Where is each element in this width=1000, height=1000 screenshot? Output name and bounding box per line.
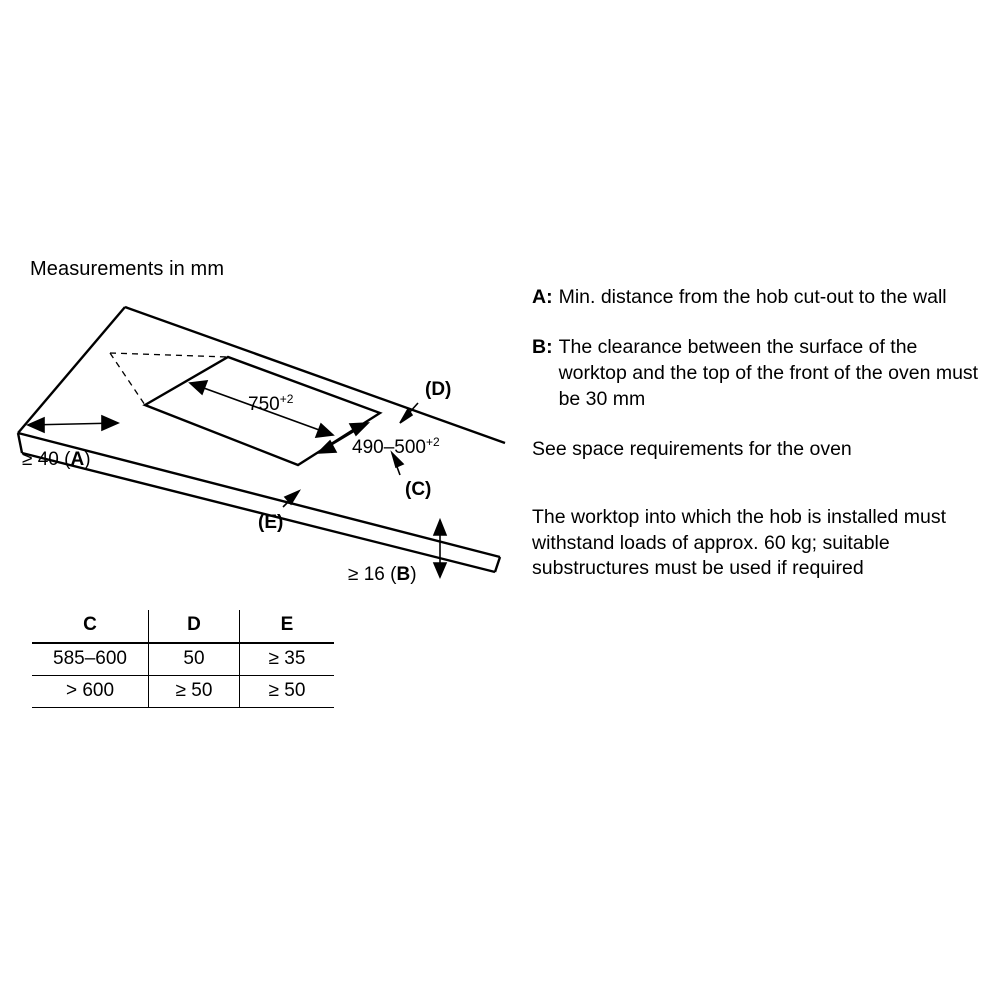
label-width-750: $750^{+2}$ — [248, 392, 294, 415]
installation-diagram — [0, 0, 520, 760]
note-b — [532, 335, 984, 413]
note-worktop-load: The worktop into which the hob is installed must withstand loads of approx. 60 kg; suitable substructures must be used if required — [532, 505, 947, 580]
note-b-text: The clearance between the surface of the worktop and the top of the front of the oven must be 30 mm — [558, 335, 979, 410]
note-a-text: Min. distance from the hob cut-out to the wall — [558, 286, 947, 308]
note-a-key: A: — [532, 286, 553, 308]
arrow-750-right — [316, 424, 333, 437]
hob-cutout-drawing — [0, 275, 520, 615]
table-cell-e: ≥ 35 — [268, 648, 306, 669]
note-oven-space-requirements: See space requirements for the oven — [532, 437, 852, 460]
label-tag-e: (E) — [258, 512, 284, 533]
dimension-table — [32, 610, 334, 708]
arrow-d — [400, 409, 412, 423]
arrow-490-top — [350, 423, 368, 435]
table-row — [32, 676, 334, 708]
table-row — [32, 643, 334, 676]
notes-column — [532, 285, 984, 606]
table-header-e: E — [280, 614, 294, 635]
worktop-right-edge-bottom — [495, 557, 500, 572]
label-tag-c: (C) — [405, 479, 432, 500]
table-header-row — [32, 610, 334, 643]
table-header-d: D — [149, 610, 240, 643]
label-dim-a: ≥ 40 (A) — [22, 449, 91, 470]
label-tag-d: (D) — [425, 379, 452, 400]
worktop-back-edge — [125, 307, 505, 443]
label-depth-490-500: $490-500^{+2}$ — [352, 435, 440, 458]
label-dim-b: ≥ 16 (B) — [348, 564, 417, 585]
table-cell-c: > 600 — [32, 676, 149, 708]
arrow-750-left — [190, 381, 207, 394]
table-cell-d: ≥ 50 — [149, 676, 240, 708]
worktop-left-edge-top — [18, 307, 125, 433]
table-header-c: C — [32, 610, 149, 643]
arrow-b-top — [434, 520, 446, 535]
arrow-a-right — [102, 416, 118, 430]
table-cell-c: 585–600 — [32, 643, 149, 676]
note-b-key: B: — [532, 335, 553, 358]
dashed-guide-top — [110, 353, 228, 357]
table-cell-d: 50 — [149, 643, 240, 676]
arrow-b-bottom — [434, 563, 446, 577]
measurements-title: Measurements in mm — [30, 258, 225, 280]
table-cell-e: ≥ 50 — [268, 680, 306, 701]
dashed-guide-left — [110, 353, 145, 405]
note-a — [532, 285, 984, 311]
